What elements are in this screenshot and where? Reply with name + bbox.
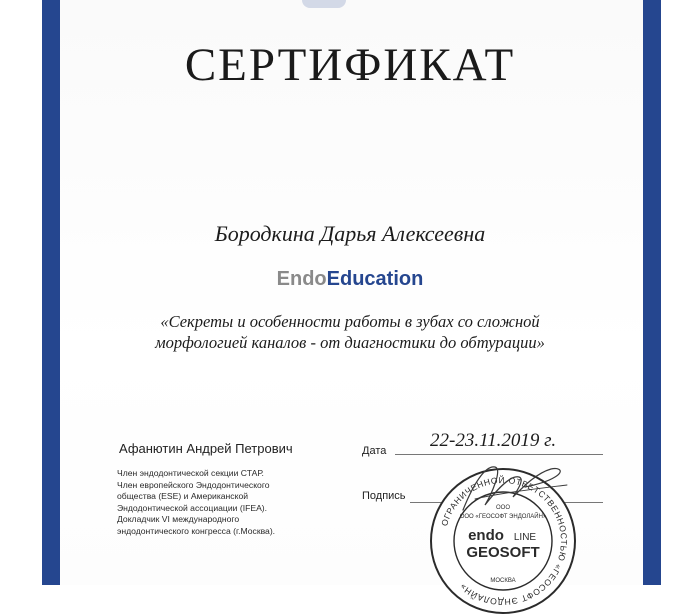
signer-credentials	[117, 468, 317, 538]
stamp-logo-line: LINE	[513, 532, 537, 543]
recipient-name: Бородкина Дарья Алексеевна	[214, 221, 486, 246]
course-title-line-2: морфологией каналов - от диагностики до обтурации»	[155, 333, 545, 352]
credential-line: Член европейского Эндодонтического	[117, 479, 270, 490]
brand-word-endo: Endo	[276, 268, 327, 290]
stamp-org-ooo: ООО	[495, 505, 511, 511]
top-decoration	[302, 0, 346, 8]
stamp-city: МОСКВА	[490, 578, 516, 584]
signer-name: Афанютин Андрей Петрович	[119, 441, 293, 456]
brand-word-education: Education	[326, 268, 424, 290]
stamp-logo-geosoft: GEOSOFT	[466, 544, 540, 561]
date-value: 22-23.11.2019 г.	[430, 430, 557, 451]
course-title	[95, 311, 605, 353]
credential-line: Докладчик VI международного	[117, 514, 240, 525]
credential-line: Эндодонтической ассоциации (IFEA).	[117, 502, 268, 513]
endo-education-logo	[0, 268, 700, 291]
stamp-org-name: ООО «ГЕОСОФТ ЭНДОЛАЙН»	[459, 514, 547, 520]
certificate-title: СЕРТИФИКАТ	[184, 39, 516, 91]
date-label: Дата	[362, 445, 387, 457]
stamp-ring-text: ОГРАНИЧЕННОЙ ОТВЕТСТВЕННОСТЬЮ «ГЕОСОФТ ЭНДОЛАЙН»	[439, 474, 570, 608]
credential-line: Член эндодонтической секции СТАР.	[117, 468, 264, 478]
course-title-line-1: «Секреты и особенности работы в зубах со сложной	[160, 312, 540, 331]
credential-line: общества (ESE) и Американской	[117, 491, 249, 502]
handwritten-signature	[455, 455, 575, 520]
stamp-logo-endo: endo	[468, 527, 504, 544]
signature-label: Подпись	[362, 490, 406, 502]
credential-line: эндодонтического конгресса (г.Москва).	[117, 525, 276, 536]
